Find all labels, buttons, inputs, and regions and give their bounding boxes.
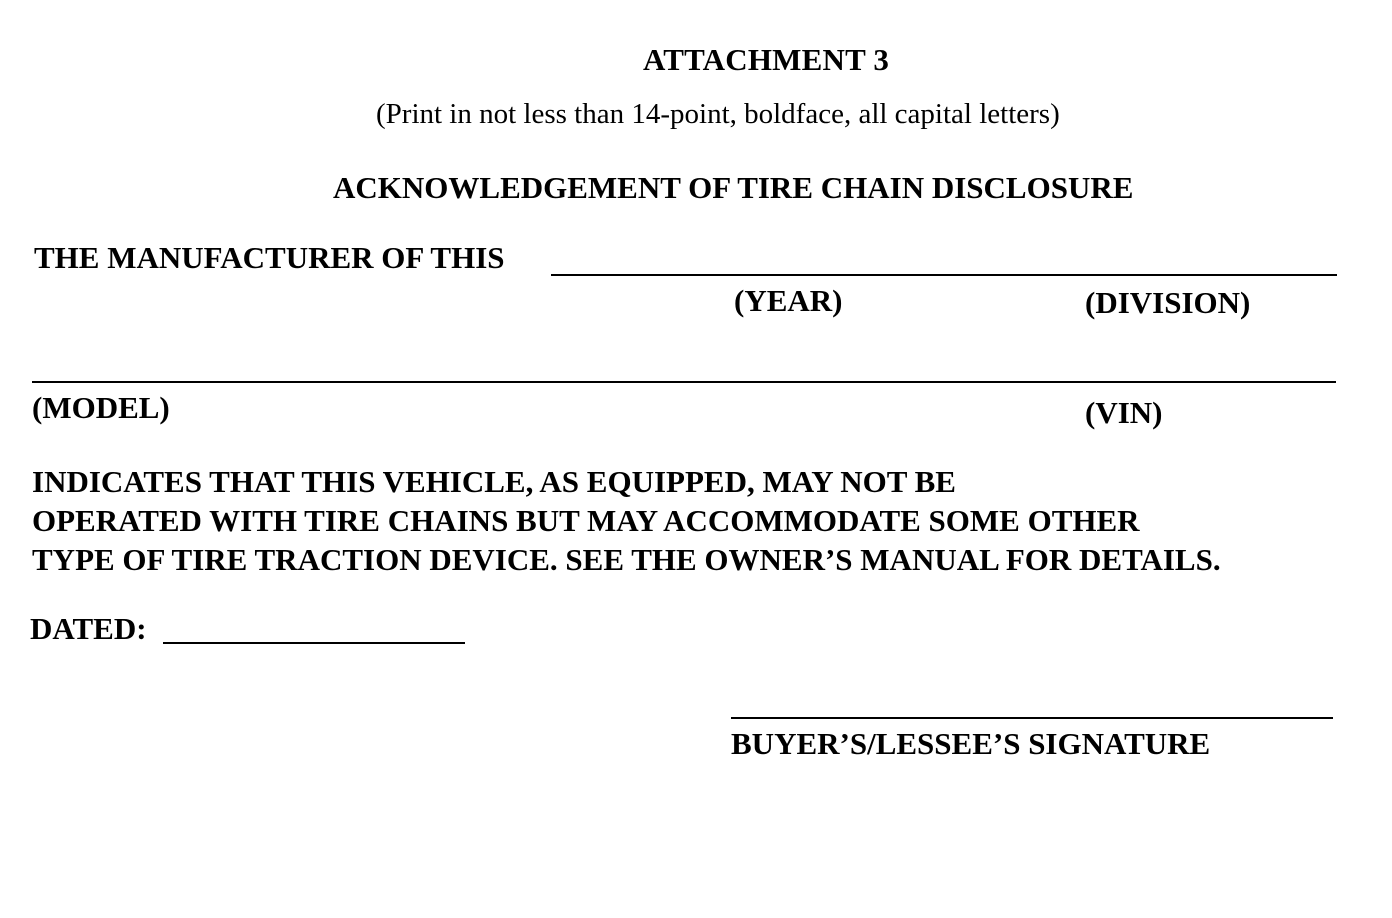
vin-label: (VIN) xyxy=(1085,395,1163,430)
disclosure-line-1: INDICATES THAT THIS VEHICLE, AS EQUIPPED, MAY NOT BE xyxy=(32,464,956,499)
model-label: (MODEL) xyxy=(32,390,170,425)
manufacturer-prefix: THE MANUFACTURER OF THIS xyxy=(34,240,505,275)
signature-label: BUYER’S/LESSEE’S SIGNATURE xyxy=(731,726,1211,761)
disclosure-line-3: TYPE OF TIRE TRACTION DEVICE. SEE THE OWNER’S MANUAL FOR DETAILS. xyxy=(32,542,1221,577)
model-vin-blank-line[interactable] xyxy=(32,381,1336,383)
print-instruction: (Print in not less than 14-point, boldface, all capital letters) xyxy=(376,98,1060,130)
year-label: (YEAR) xyxy=(734,283,843,318)
attachment-title: ATTACHMENT 3 xyxy=(642,42,890,77)
disclosure-line-2: OPERATED WITH TIRE CHAINS BUT MAY ACCOMMODATE SOME OTHER xyxy=(32,503,1140,538)
dated-blank-line[interactable] xyxy=(163,642,465,644)
signature-blank-line[interactable] xyxy=(731,717,1333,719)
form-heading: ACKNOWLEDGEMENT OF TIRE CHAIN DISCLOSURE xyxy=(333,170,1134,205)
dated-label: DATED: xyxy=(30,611,147,646)
year-division-blank-line[interactable] xyxy=(551,274,1337,276)
disclosure-paragraph xyxy=(32,462,1362,579)
division-label: (DIVISION) xyxy=(1085,285,1251,320)
